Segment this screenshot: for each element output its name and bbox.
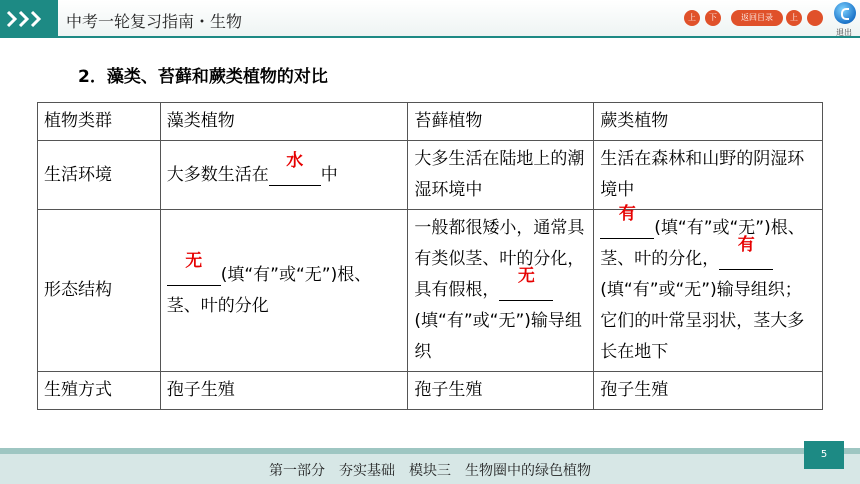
exit-label: 退出: [836, 28, 852, 37]
prev-page-button[interactable]: 上: [786, 10, 802, 26]
next-page-button[interactable]: [807, 10, 823, 26]
footer-text: 第一部分 夯实基础 模块三 生物圈中的绿色植物: [269, 463, 591, 479]
header-algae: 藻类植物: [160, 103, 408, 141]
answer-text: 水: [286, 150, 304, 171]
text-post: (填“有”或“无”)输导组织: [414, 311, 582, 362]
label-environment: 生活环境: [38, 141, 161, 210]
table-row-structure: [38, 210, 823, 372]
table-row-environment: [38, 141, 823, 210]
cell-algae-structure: [160, 210, 408, 372]
cell-fern-environment: 生活在森林和山野的阴湿环境中: [594, 141, 823, 210]
chevrons-icon: [0, 0, 58, 38]
cell-moss-environment: 大多生活在陆地上的潮湿环境中: [408, 141, 594, 210]
table-header-row: [38, 103, 823, 141]
label-reproduction: 生殖方式: [38, 372, 161, 410]
answer-blank: [269, 150, 321, 186]
cell-fern-reproduction: 孢子生殖: [594, 372, 823, 410]
exit-icon[interactable]: [834, 2, 856, 24]
prev-button[interactable]: 上: [684, 10, 700, 26]
page-number: 5: [804, 441, 844, 469]
header-group: 植物类群: [38, 103, 161, 141]
back-to-toc-button[interactable]: 返回目录: [731, 10, 783, 26]
answer-blank: [167, 250, 221, 286]
text-post: (填“有”或“无”)根、茎、叶的分化: [166, 264, 372, 316]
answer-blank: [719, 235, 773, 270]
header-fern: 蕨类植物: [594, 103, 823, 141]
cell-fern-structure: [594, 204, 823, 372]
answer-text: 无: [185, 250, 203, 271]
text-post: (填“有”或“无”)输导组织；它们的叶常呈羽状，茎大多长在地下: [600, 280, 805, 362]
answer-text: 有: [618, 204, 636, 224]
comparison-table: [37, 102, 823, 410]
table-row-reproduction: [38, 372, 823, 410]
text-mid: (填“有”或“无”)根、茎、叶的分化，: [600, 218, 805, 269]
next-button[interactable]: 下: [705, 10, 721, 26]
cell-algae-reproduction: 孢子生殖: [160, 372, 408, 410]
answer-text: 无: [517, 266, 535, 286]
cell-moss-reproduction: 孢子生殖: [408, 372, 594, 410]
cell-moss-structure: [408, 210, 594, 372]
cell-algae-environment: [160, 141, 408, 210]
section-heading: 2．藻类、苔藓和蕨类植物的对比: [78, 67, 328, 87]
header-moss: 苔藓植物: [408, 103, 594, 141]
text-pre: 一般都很矮小，通常具有类似茎、叶的分化，具有假根，: [414, 218, 585, 300]
top-bar: [0, 0, 860, 38]
answer-blank: [600, 204, 654, 239]
course-title: 中考一轮复习指南・生物: [66, 12, 243, 31]
text-pre: 大多数生活在: [166, 164, 269, 185]
answer-blank: [499, 266, 553, 301]
answer-text: 有: [737, 235, 755, 255]
text-post: 中: [320, 164, 338, 185]
label-structure: 形态结构: [38, 210, 161, 372]
